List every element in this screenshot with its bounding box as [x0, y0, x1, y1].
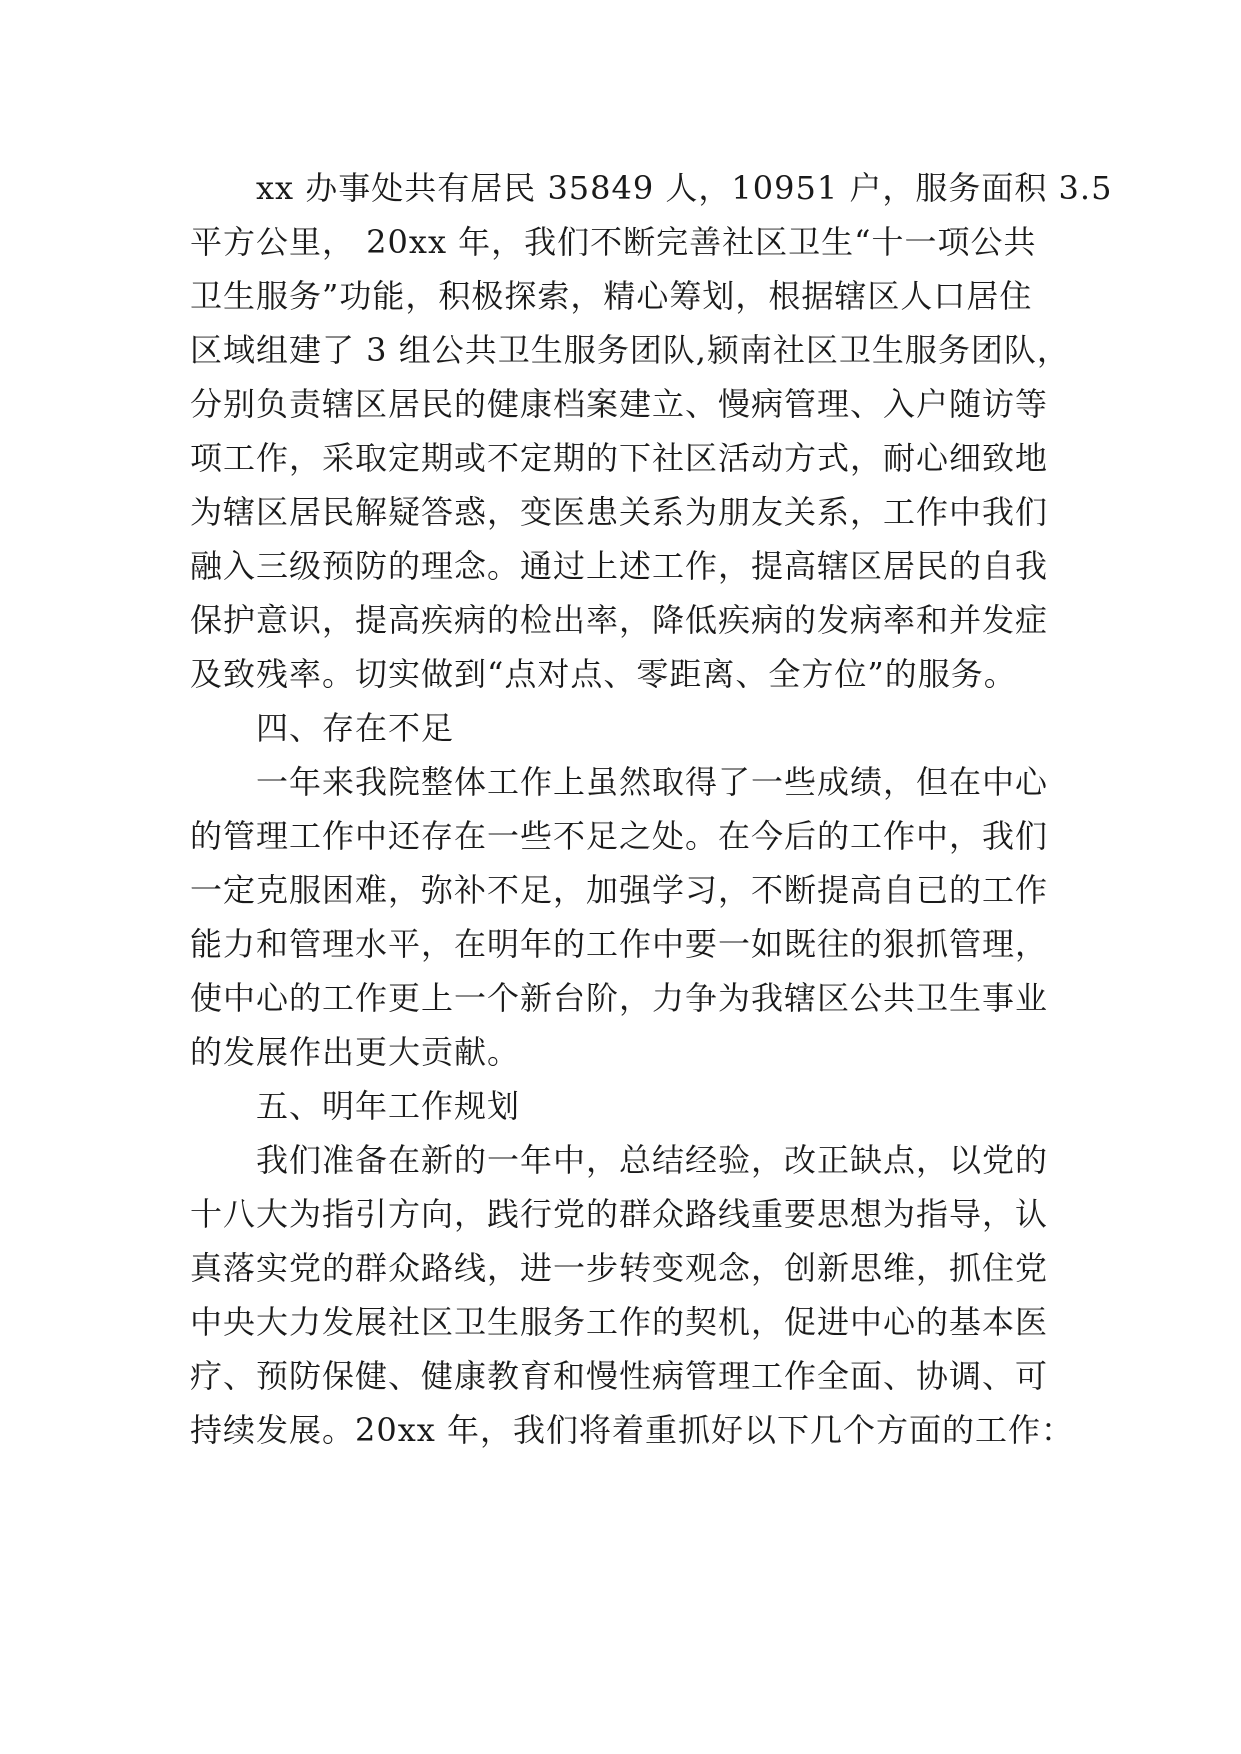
paragraph-line: 保护意识，提高疾病的检出率，降低疾病的发病率和并发症 — [190, 601, 1049, 639]
paragraph-line: 中央大力发展社区卫生服务工作的契机，促进中心的基本医 — [190, 1303, 1049, 1341]
paragraph-line: 卫生服务”功能，积极探索，精心筹划，根据辖区人口居住 — [190, 277, 1033, 315]
paragraph-line: 的管理工作中还存在一些不足之处。在今后的工作中，我们 — [190, 817, 1049, 855]
paragraph-line: 能力和管理水平，在明年的工作中要一如既往的狠抓管理， — [190, 925, 1049, 963]
paragraph-line: 一定克服困难，弥补不足，加强学习，不断提高自已的工作 — [190, 871, 1049, 909]
section-heading: 四、存在不足 — [256, 709, 455, 747]
paragraph-line: 我们准备在新的一年中，总结经验，改正缺点，以党的 — [256, 1141, 1049, 1179]
paragraph-line: 使中心的工作更上一个新台阶，力争为我辖区公共卫生事业 — [190, 979, 1049, 1017]
paragraph-line: 为辖区居民解疑答惑，变医患关系为朋友关系，工作中我们 — [190, 493, 1049, 531]
paragraph-line: 疗、预防保健、健康教育和慢性病管理工作全面、协调、可 — [190, 1357, 1049, 1395]
section-heading: 五、明年工作规划 — [256, 1087, 521, 1125]
paragraph-line: 区域组建了 3 组公共卫生服务团队,颍南社区卫生服务团队， — [190, 331, 1070, 369]
paragraph-line: 的发展作出更大贡献。 — [190, 1033, 521, 1071]
paragraph-line: 持续发展。20xx 年，我们将着重抓好以下几个方面的工作： — [190, 1411, 1074, 1449]
paragraph-line: xx 办事处共有居民 35849 人，10951 户，服务面积 3.5 — [256, 169, 1113, 207]
paragraph-line: 十八大为指引方向，践行党的群众路线重要思想为指导，认 — [190, 1195, 1049, 1233]
paragraph-line: 平方公里， 20xx 年，我们不断完善社区卫生“十一项公共 — [190, 223, 1037, 261]
paragraph-line: 真落实党的群众路线，进一步转变观念，创新思维，抓住党 — [190, 1249, 1049, 1287]
paragraph-line: 分别负责辖区居民的健康档案建立、慢病管理、入户随访等 — [190, 385, 1049, 423]
paragraph-line: 及致残率。切实做到“点对点、零距离、全方位”的服务。 — [190, 655, 1017, 693]
paragraph-line: 融入三级预防的理念。通过上述工作，提高辖区居民的自我 — [190, 547, 1049, 585]
paragraph-line: 项工作，采取定期或不定期的下社区活动方式，耐心细致地 — [190, 439, 1049, 477]
paragraph-line: 一年来我院整体工作上虽然取得了一些成绩，但在中心 — [256, 763, 1049, 801]
